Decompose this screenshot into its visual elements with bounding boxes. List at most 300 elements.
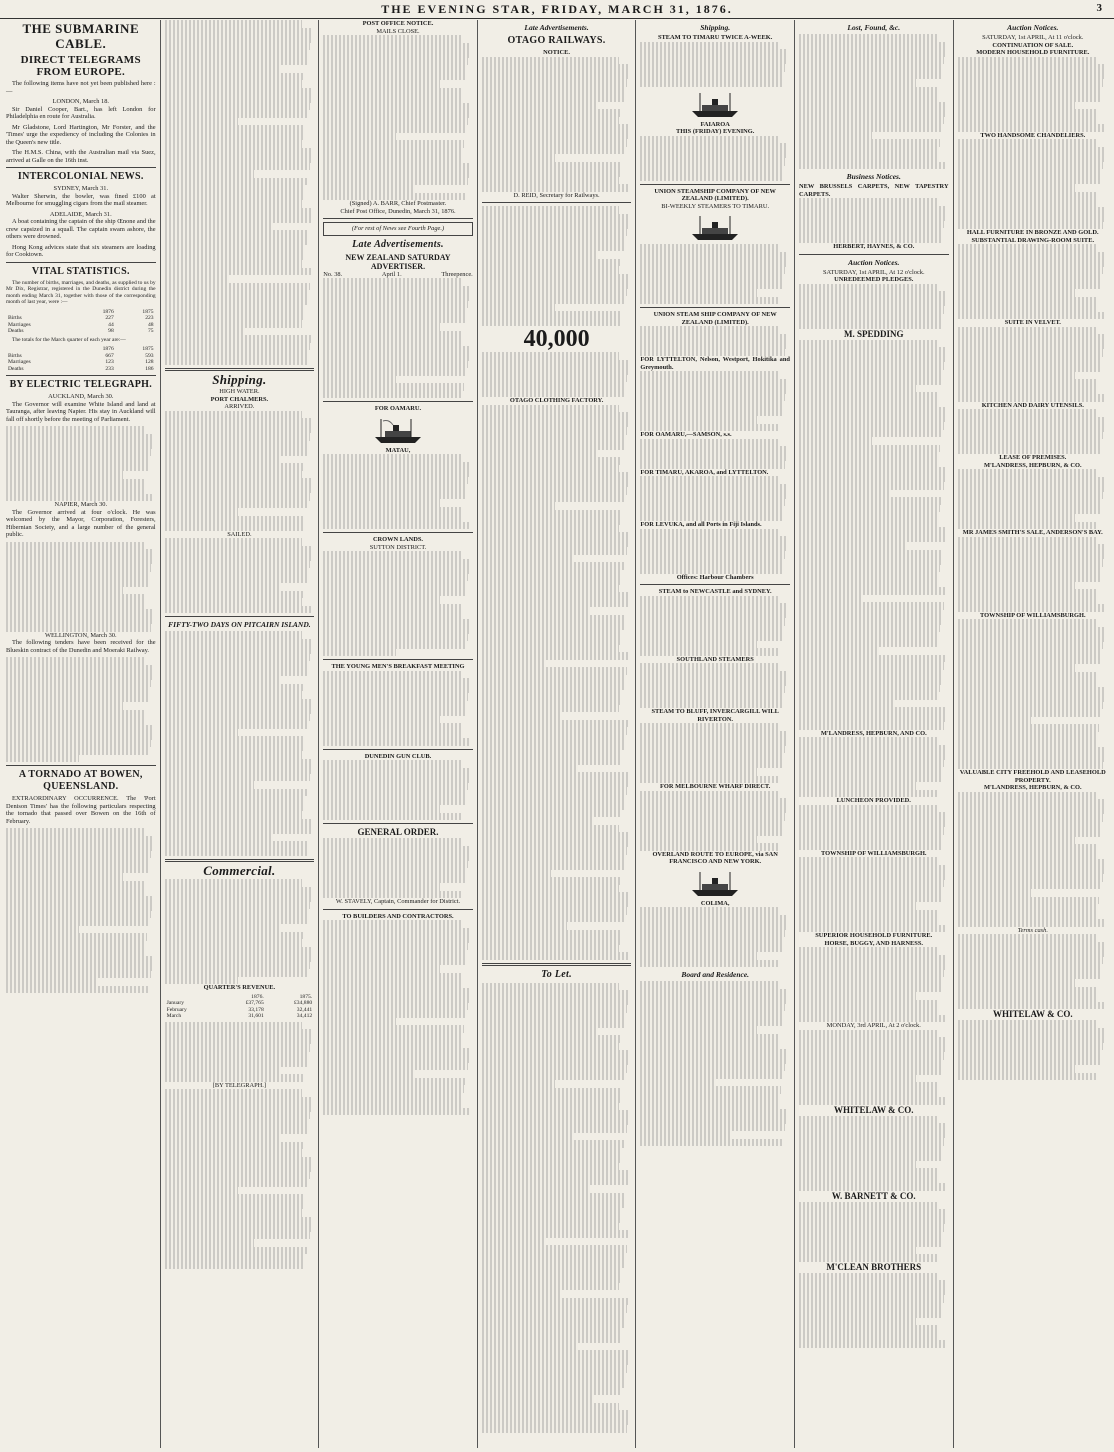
text-line (482, 465, 620, 473)
text-line (958, 357, 1102, 365)
text-line (165, 676, 282, 684)
text-line (640, 678, 787, 686)
text-line (482, 907, 627, 915)
text-line (323, 178, 468, 186)
text-line (640, 166, 784, 174)
text-line (323, 80, 440, 88)
text-line (6, 725, 154, 733)
text-line (165, 962, 310, 970)
text-line (165, 1262, 304, 1270)
text-line (640, 64, 785, 72)
text-line (482, 983, 620, 991)
text-line (323, 604, 462, 612)
text-line (323, 163, 471, 171)
lyttelton-heading: FOR LYTTELTON, Nelson, Westport, Hokitika and Greymouth. (640, 356, 790, 371)
text-line (958, 297, 1098, 305)
text-line (482, 1373, 626, 1381)
text-line (165, 744, 304, 752)
text-line (482, 487, 627, 495)
text-line (165, 917, 307, 925)
text-line (799, 1045, 946, 1053)
text-line (799, 970, 944, 978)
text-line (165, 1239, 255, 1247)
text-line (165, 508, 238, 516)
vital-table (6, 309, 156, 335)
text-line (958, 537, 1096, 545)
text-line (165, 796, 306, 804)
text-line (799, 198, 937, 206)
text-line (958, 1028, 1107, 1036)
text-line (958, 282, 1101, 290)
text-line (958, 267, 1104, 275)
text-line (6, 486, 144, 494)
table-cell: 1876. (251, 993, 264, 1000)
ad-body (640, 791, 790, 851)
ad-body (640, 439, 790, 469)
text-line (323, 891, 462, 899)
dateline-auckland: AUCKLAND, March 30. (48, 393, 114, 400)
text-line (165, 1202, 304, 1210)
text-line (958, 334, 1107, 342)
tornado-heading: A TORNADO AT BOWEN, QUEENSLAND. (18, 769, 143, 792)
auction-list (799, 340, 949, 730)
text-line (640, 559, 784, 567)
text-line (165, 538, 303, 546)
text-line (482, 615, 626, 623)
text-line (482, 102, 599, 110)
text-line (482, 360, 630, 368)
text-line (165, 654, 310, 662)
text-line (323, 935, 470, 943)
text-line (799, 805, 937, 813)
text-line (640, 173, 782, 181)
text-line (482, 87, 626, 95)
text-line (958, 619, 1096, 627)
ad-body (799, 1273, 949, 1348)
text-line (640, 424, 779, 432)
text-line (958, 102, 1075, 110)
text-line (958, 664, 1075, 672)
text-line (165, 1142, 304, 1150)
text-line (958, 1002, 1107, 1010)
text-line (165, 639, 313, 647)
text-line (958, 1043, 1104, 1051)
text-line (958, 177, 1101, 185)
text-line (323, 686, 470, 694)
ad-body (799, 198, 949, 243)
text-line (958, 634, 1105, 642)
text-line (482, 184, 630, 192)
text-line (958, 679, 1096, 687)
text-line (799, 1176, 937, 1184)
ad-body (958, 537, 1108, 612)
table-cell: 1876 (102, 346, 114, 352)
text-line (323, 716, 440, 724)
text-line (165, 418, 313, 426)
text-line (640, 671, 788, 679)
text-line (958, 754, 1105, 762)
vital-statistics-heading: VITAL STATISTICS. (31, 265, 130, 277)
table-cell: 186 (145, 365, 154, 372)
text-line (482, 765, 578, 773)
text-line (323, 353, 470, 361)
ad-body (640, 663, 790, 708)
text-line (6, 624, 151, 632)
text-line (482, 1088, 623, 1096)
text-line (640, 693, 784, 701)
text-line (165, 736, 306, 744)
text-line (799, 57, 944, 65)
text-line (482, 802, 624, 810)
text-line (640, 536, 788, 544)
text-line (323, 1085, 464, 1093)
text-line (323, 484, 467, 492)
text-line (323, 701, 467, 709)
text-line (323, 846, 471, 854)
text-line (958, 372, 1075, 380)
mail-schedule (323, 35, 473, 200)
text-line (482, 495, 626, 503)
auction-list (958, 57, 1108, 132)
text-line (482, 1043, 620, 1051)
text-line (6, 557, 153, 565)
text-line (482, 154, 555, 162)
crown-lands-heading: CROWN LANDS. (372, 536, 424, 543)
text-line (165, 448, 307, 456)
text-line (165, 478, 313, 486)
text-line (165, 819, 313, 827)
text-line (640, 446, 788, 454)
table-cell: 223 (145, 315, 154, 321)
sutton-heading: SUTTON DISTRICT. (369, 543, 427, 551)
text-line (799, 520, 937, 528)
text-line (323, 731, 461, 739)
text-line (323, 559, 471, 567)
text-line (799, 1288, 946, 1296)
text-line (482, 532, 630, 540)
text-line (165, 977, 238, 985)
pitcairn-heading: FIFTY-TWO DAYS ON PITCAIRN ISLAND. (168, 620, 311, 629)
text-line (799, 902, 916, 910)
text-line (958, 882, 1102, 890)
text-line (482, 1103, 620, 1111)
text-line (165, 43, 310, 51)
text-line (482, 930, 623, 938)
text-line (640, 386, 787, 394)
text-line (958, 507, 1101, 515)
text-line (165, 238, 307, 246)
text-line (640, 738, 787, 746)
text-line (323, 995, 470, 1003)
text-line (958, 274, 1102, 282)
news-item-2: Mr Gladstone, Lord Hartington, Mr Forster, and the 'Times' urge the expediency of including the Colonies in the Queen's new title. (6, 123, 156, 146)
text-line (640, 506, 784, 514)
text-line (6, 978, 96, 986)
text-line (165, 939, 303, 947)
text-line (165, 411, 303, 419)
text-line (482, 877, 621, 885)
table-cell: 233 (105, 365, 114, 372)
text-line (958, 552, 1105, 560)
text-line (482, 1133, 572, 1141)
text-line (799, 284, 937, 292)
ad-body (640, 476, 790, 521)
text-line (482, 675, 626, 683)
table-cell: 123 (105, 359, 114, 365)
text-line (6, 858, 150, 866)
table-cell: 31,601 (248, 1013, 264, 1019)
text-line (958, 867, 1105, 875)
text-line (799, 154, 937, 162)
text-line (6, 948, 144, 956)
text-line (165, 501, 309, 509)
text-line (165, 553, 312, 561)
text-line (482, 945, 620, 953)
terms-cash: Terms cash. (1017, 926, 1048, 934)
biweekly-heading: BI-WEEKLY STEAMERS TO TIMARU. (661, 202, 770, 210)
text-line (323, 1018, 396, 1026)
text-line (958, 94, 1101, 102)
text-line (799, 1067, 941, 1075)
text-line (640, 1049, 788, 1057)
text-line (958, 829, 1101, 837)
text-line (165, 661, 309, 669)
port-chalmers-heading: PORT CHALMERS. (210, 395, 269, 403)
text-line (165, 140, 303, 148)
text-line (640, 409, 782, 417)
text-line (323, 1010, 467, 1018)
mails-close: MAILS CLOSE. (376, 27, 420, 35)
text-line (323, 73, 465, 81)
text-line (799, 1209, 947, 1217)
text-line (323, 775, 470, 783)
text-line (640, 1131, 730, 1139)
text-line (6, 918, 150, 926)
text-line (799, 445, 940, 453)
text-line (6, 695, 148, 703)
text-line (799, 132, 872, 140)
text-line (165, 35, 312, 43)
text-line (482, 652, 630, 660)
text-line (958, 994, 1096, 1002)
text-line (323, 861, 468, 869)
text-line (640, 1011, 784, 1019)
article-body (165, 631, 315, 856)
classified-ads (640, 981, 790, 1146)
whitelaw-heading: WHITELAW & CO. (833, 1104, 914, 1115)
text-line (323, 928, 471, 936)
text-line (482, 1035, 621, 1043)
table-cell: 593 (145, 352, 154, 359)
text-line (958, 379, 1098, 387)
text-line (640, 1101, 778, 1109)
text-line (482, 1223, 620, 1231)
text-line (6, 609, 154, 617)
text-line (640, 1109, 788, 1117)
text-line (640, 297, 779, 305)
text-line (640, 49, 788, 57)
intro-text: The following items have not yet been published here :— (6, 80, 156, 95)
text-line (482, 1403, 620, 1411)
text-line (165, 463, 304, 471)
issue-no: No. 38. (323, 270, 343, 278)
text-line (799, 490, 889, 498)
text-line (799, 767, 943, 775)
column-4 (478, 20, 637, 1448)
text-line (482, 1178, 629, 1186)
text-line (799, 737, 937, 745)
ad-body (799, 857, 949, 932)
text-line (482, 244, 624, 252)
text-line (165, 1022, 303, 1030)
text-line (958, 627, 1107, 635)
text-line (165, 699, 313, 707)
dateline-wellington: WELLINGTON, March 30. (45, 631, 117, 639)
text-line (165, 606, 313, 614)
modern-heading: MODERN HOUSEHOLD FURNITURE. (976, 49, 1090, 56)
text-line (799, 1224, 944, 1232)
auction-list (958, 244, 1108, 319)
text-line (958, 979, 1075, 987)
text-line (6, 672, 153, 680)
text-line (482, 847, 627, 855)
text-line (482, 510, 623, 518)
text-line (958, 72, 1105, 80)
text-line (482, 94, 624, 102)
dateline-sydney: SYDNEY, March 31. (53, 185, 109, 192)
text-line (482, 1245, 627, 1253)
text-line (323, 973, 462, 981)
text-line (6, 587, 123, 595)
text-line (482, 750, 623, 758)
text-line (482, 304, 555, 312)
text-line (482, 442, 624, 450)
text-line (482, 1275, 621, 1283)
text-line (799, 617, 941, 625)
auction-list (958, 409, 1108, 454)
post-signoff: (Signed) A. BARR, Chief Postmaster. (349, 200, 447, 207)
to-let-heading: To Let. (541, 968, 572, 980)
text-line (482, 637, 621, 645)
text-line (640, 289, 757, 297)
text-line (799, 782, 916, 790)
text-line (799, 595, 862, 603)
text-line (165, 1134, 282, 1142)
text-line (799, 370, 943, 378)
colima-ship: COLIMA, (700, 899, 730, 907)
text-line (640, 341, 787, 349)
text-line (482, 117, 620, 125)
text-line (958, 762, 1104, 770)
text-line (958, 162, 1104, 170)
text-line (958, 897, 1099, 905)
text-line (323, 868, 467, 876)
text-line (482, 952, 630, 960)
ad-body (640, 596, 790, 656)
text-line (482, 480, 629, 488)
table-cell: 1875 (142, 308, 154, 315)
text-line (165, 110, 309, 118)
text-line (958, 837, 1075, 845)
text-line (323, 361, 468, 369)
text-line (482, 311, 623, 319)
text-line (165, 1164, 312, 1172)
issue-line (323, 271, 473, 279)
text-line (958, 702, 1104, 710)
text-line (165, 28, 313, 36)
text-line (482, 450, 599, 458)
text-line (482, 667, 627, 675)
text-line (482, 525, 620, 533)
quarterly-revenue-heading: QUARTER'S REVENUE. (203, 984, 276, 991)
hall-heading: HALL FURNITURE IN BRONZE AND GOLD. (966, 229, 1099, 236)
text-line (958, 912, 1096, 920)
text-line (323, 1003, 468, 1011)
text-line (482, 289, 627, 297)
text-line (640, 596, 778, 604)
text-line (640, 618, 785, 626)
text-line (323, 634, 468, 642)
text-line (958, 1065, 1075, 1073)
text-line (640, 930, 785, 938)
text-line (482, 1260, 624, 1268)
text-line (799, 362, 944, 370)
text-line (482, 367, 629, 375)
text-line (482, 72, 629, 80)
text-line (799, 124, 943, 132)
text-line (640, 454, 787, 462)
text-line (799, 407, 947, 415)
text-line (799, 1082, 938, 1090)
ad-body (482, 352, 632, 397)
text-line (799, 460, 937, 468)
text-line (165, 932, 304, 940)
text-line (165, 568, 309, 576)
text-line (799, 1247, 916, 1255)
ad-body (799, 1202, 949, 1262)
text-line (165, 1074, 304, 1082)
text-line (323, 391, 462, 399)
text-line (165, 335, 312, 343)
text-line (165, 95, 312, 103)
text-line (958, 492, 1104, 500)
text-line (482, 420, 629, 428)
table-cell: 75 (148, 328, 154, 334)
text-line (165, 223, 271, 231)
text-line (799, 377, 941, 385)
text-line (799, 321, 941, 329)
hepburn-heading: M'LANDRESS, HEPBURN, AND CO. (820, 729, 927, 737)
intercolonial-heading: INTERCOLONIAL NEWS. (17, 171, 144, 182)
text-line (799, 1303, 943, 1311)
text-line (165, 260, 303, 268)
text-line (165, 88, 313, 96)
high-water-heading: HIGH WATER. (219, 388, 260, 395)
text-line (323, 492, 465, 500)
article-body (6, 828, 156, 993)
brussels-heading: NEW BRUSSELS CARPETS, NEW TAPESTRY CARPETS. (798, 183, 949, 198)
text-line (799, 910, 938, 918)
text-line (323, 566, 470, 574)
text-line (482, 319, 621, 327)
text-line (323, 301, 468, 309)
text-line (640, 937, 784, 945)
text-line (482, 1215, 621, 1223)
text-line (323, 1055, 470, 1063)
text-line (482, 502, 555, 510)
text-line (165, 493, 310, 501)
text-line (323, 950, 467, 958)
